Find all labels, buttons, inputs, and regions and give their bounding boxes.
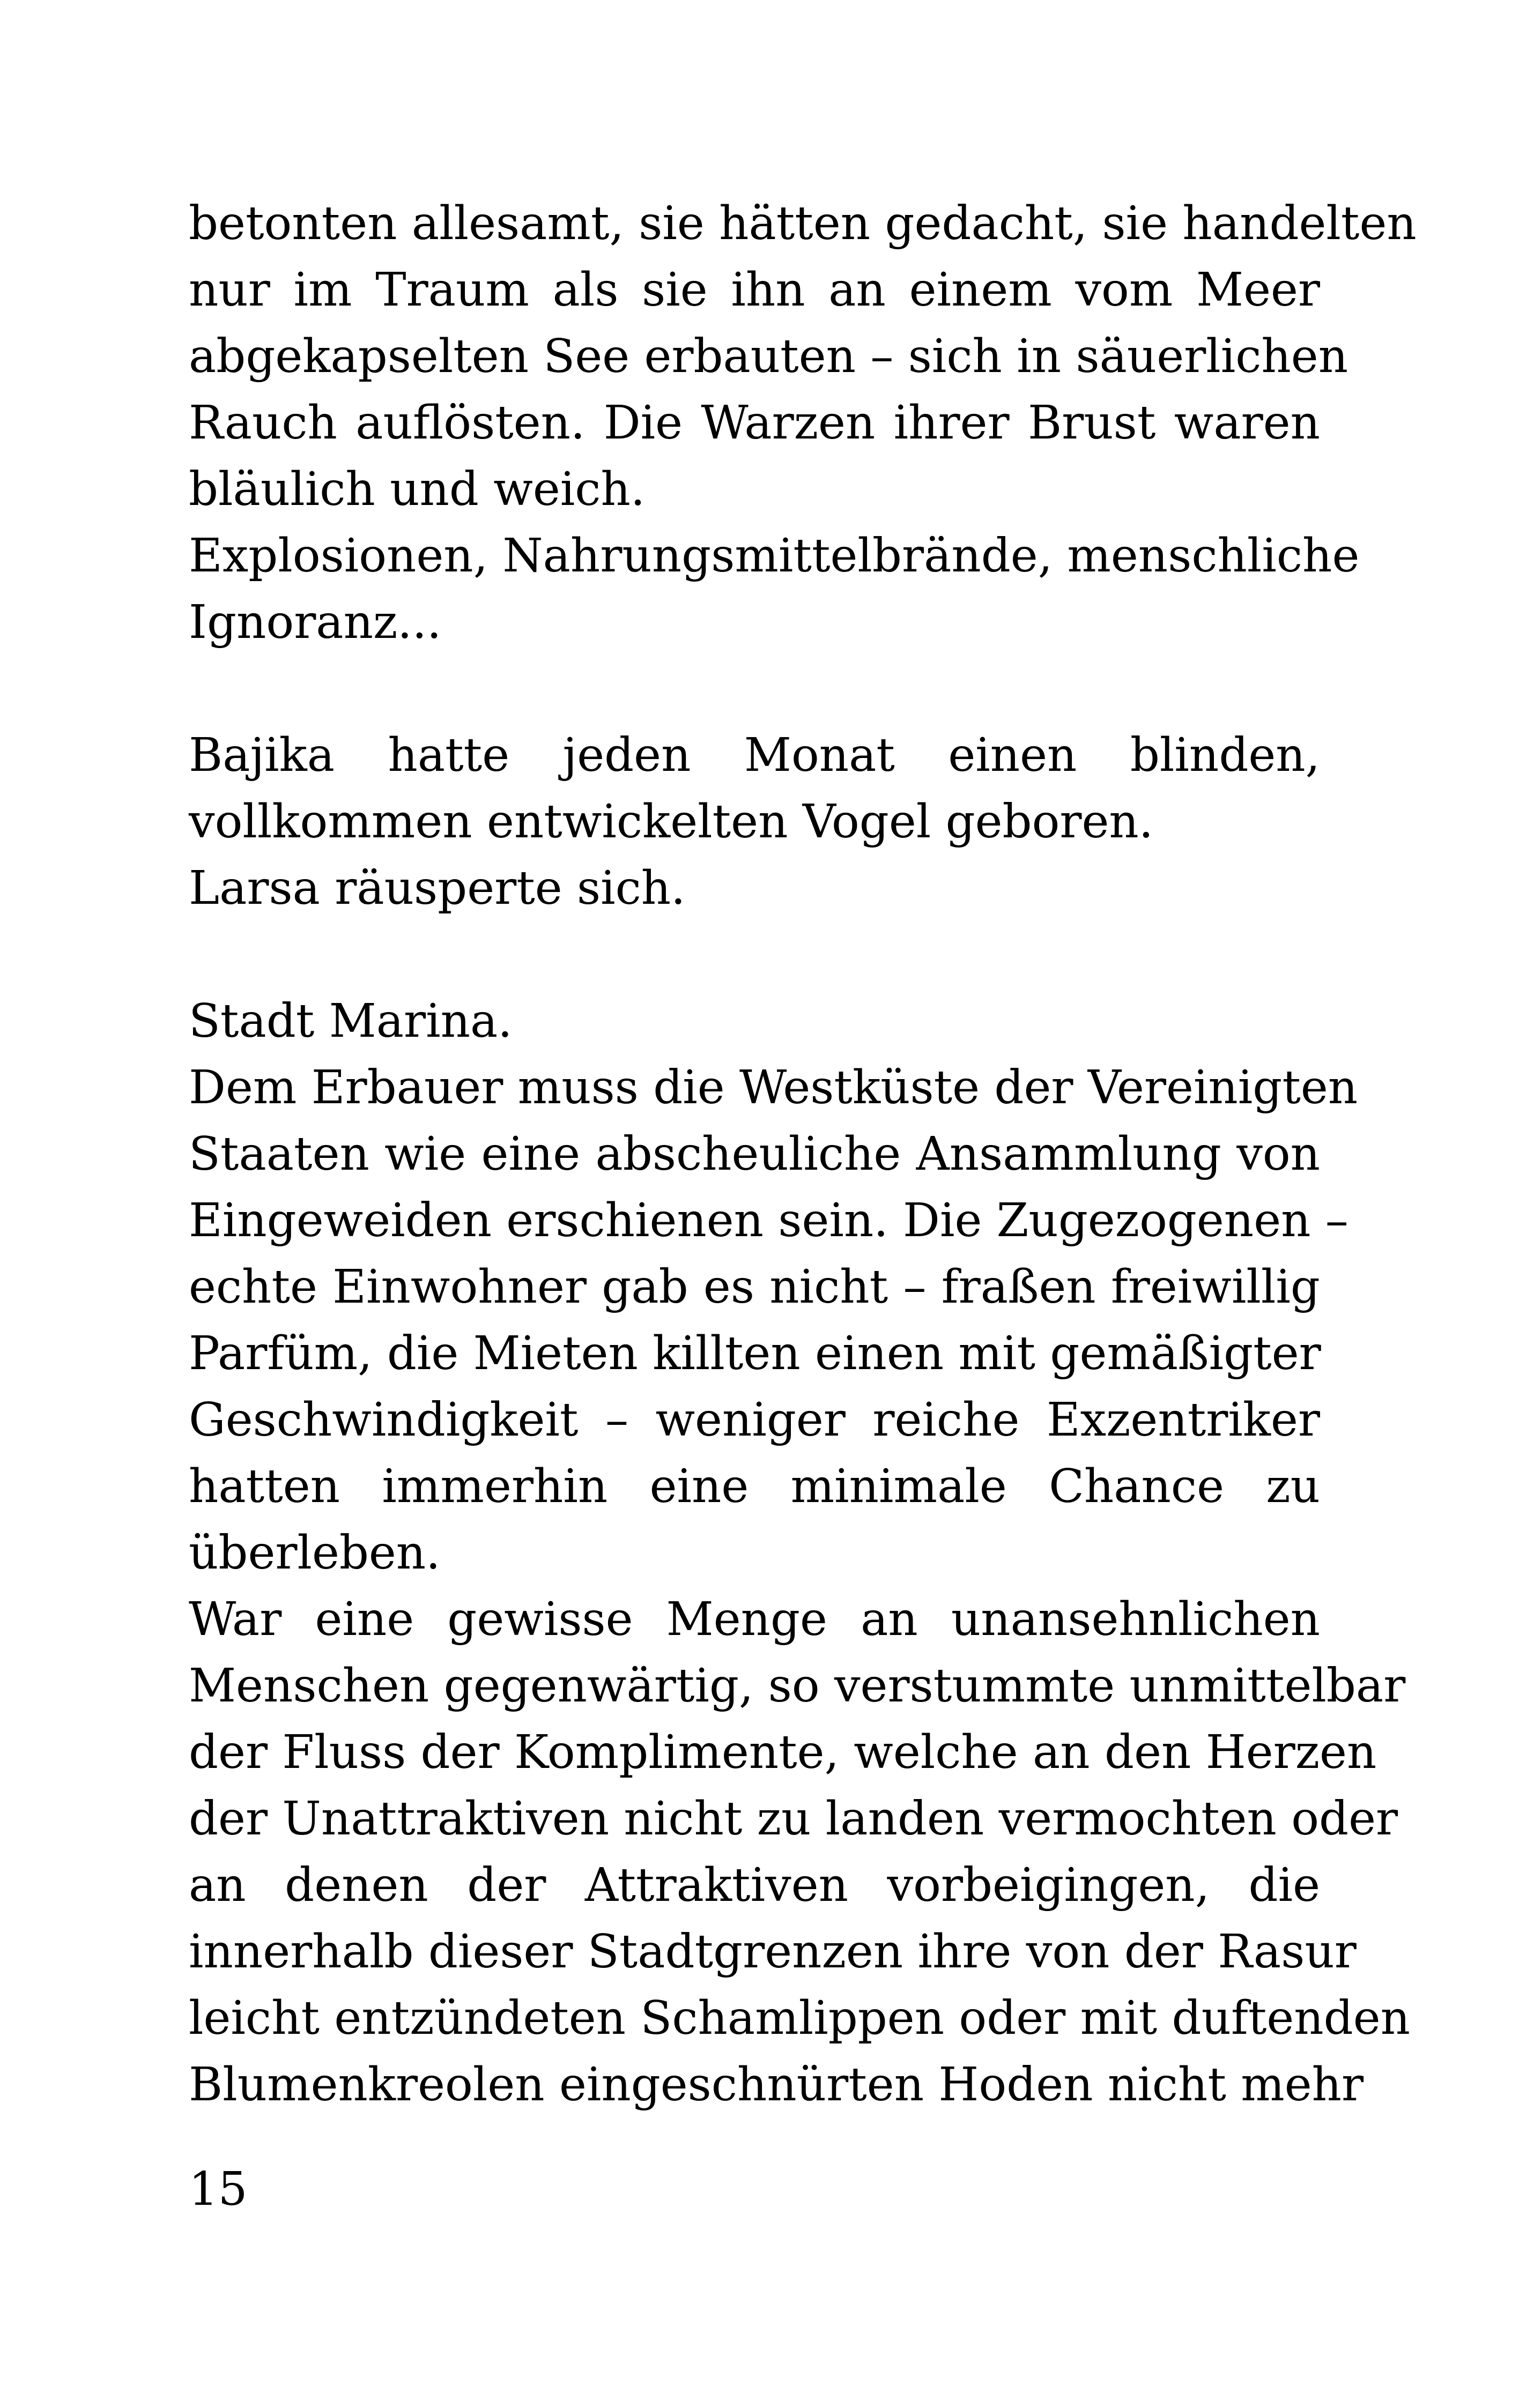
blank-line [189, 921, 1320, 988]
paragraph [189, 190, 1417, 523]
paragraph [189, 722, 1320, 855]
text-line: betonten allesamt, sie hätten gedacht, sie handelten [189, 197, 1417, 250]
paragraph [189, 988, 1320, 1054]
text-line: abgekapselten See erbauten – sich in säuerlichen [189, 330, 1348, 383]
text-line: an denen der Attraktiven vorbeigingen, die [189, 1859, 1320, 1912]
text-line: bläulich und weich. [189, 463, 646, 516]
text-line: Dem Erbauer muss die Westküste der Vereinigten [189, 1061, 1358, 1114]
text-line: echte Einwohner gab es nicht – fraßen freiwillig [189, 1260, 1320, 1314]
text-line: innerhalb dieser Stadtgrenzen ihre von der Rasur [189, 1925, 1357, 1979]
page-body-text [189, 190, 1417, 2118]
text-line: Explosionen, Nahrungsmittelbrände, menschliche [189, 529, 1360, 583]
text-line: leicht entzündeten Schamlippen oder mit duftenden [189, 1991, 1410, 2045]
text-line: der Unattraktiven nicht zu landen vermochten oder [189, 1792, 1398, 1846]
text-line: Menschen gegenwärtig, so verstummte unmittelbar [189, 1659, 1406, 1713]
text-line: Staaten wie eine abscheuliche Ansammlung von [189, 1127, 1320, 1181]
text-line: Larsa räusperte sich. [189, 861, 686, 915]
blank-line [189, 656, 1320, 722]
text-line: Ignoranz... [189, 596, 442, 649]
text-line: Geschwindigkeit – weniger reiche Exzentriker [189, 1393, 1320, 1447]
text-line: vollkommen entwickelten Vogel geboren. [189, 795, 1154, 849]
text-line: Rauch auflösten. Die Warzen ihrer Brust waren [189, 396, 1320, 450]
paragraph [189, 855, 1320, 921]
text-line: hatten immerhin eine minimale Chance zu [189, 1460, 1320, 1513]
paragraph [189, 1586, 1410, 2118]
paragraph [189, 523, 1360, 656]
paragraph [189, 1054, 1358, 1586]
text-line: War eine gewisse Menge an unansehnlichen [189, 1593, 1320, 1646]
text-line: Parfüm, die Mieten killten einen mit gemäßigter [189, 1327, 1321, 1380]
text-line: Stadt Marina. [189, 994, 513, 1048]
text-line: Bajika hatte jeden Monat einen blinden, [189, 729, 1320, 782]
page-number: 15 [189, 2162, 248, 2216]
text-line: überleben. [189, 1526, 441, 1580]
text-line: Eingeweiden erschienen sein. Die Zugezogenen – [189, 1194, 1348, 1247]
text-line: der Fluss der Komplimente, welche an den Herzen [189, 1726, 1377, 1779]
text-line: nur im Traum als sie ihn an einem vom Meer [189, 263, 1320, 317]
text-line: Blumenkreolen eingeschnürten Hoden nicht mehr [189, 2058, 1364, 2112]
